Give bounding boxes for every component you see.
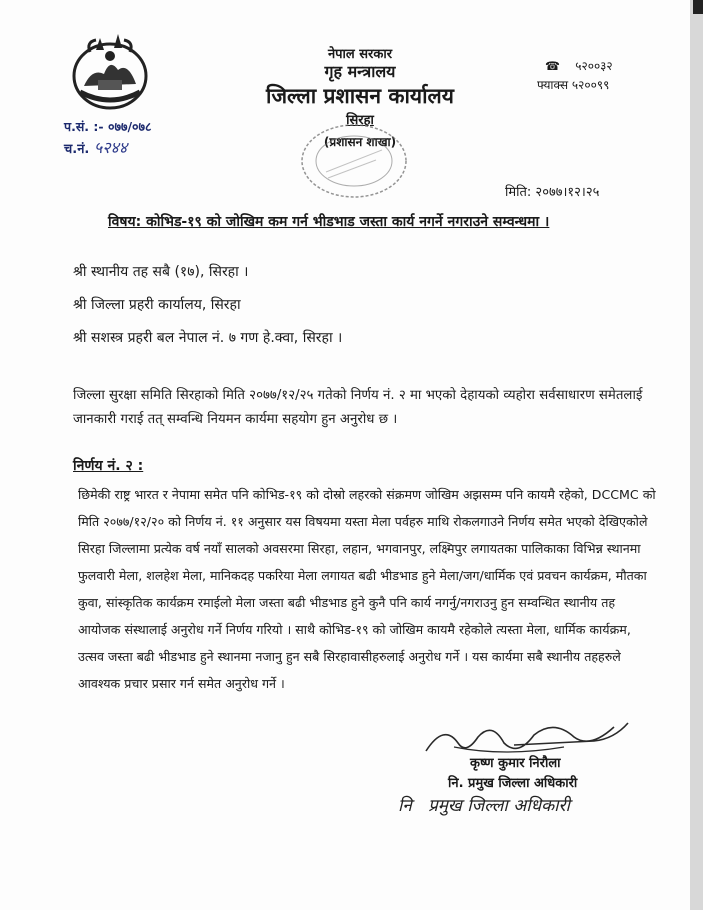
decision-body: छिमेकी राष्ट्र भारत र नेपामा समेत पनि कोभिड-१९ को दोस्रो लहरको संक्रमण जोखिम अझसम्म पनि कायमै रहेको, DCCMC को मिति २०७७/१२/२० को निर्णय नं. ११ अनुसार यस विषयमा यस्ता मेला पर्वहरु माथि रोकलगाउने निर्णय समेत भएको देखिएकोले सिरहा जिल्लामा प्रत्येक वर्ष नयाँ सालको अवसरमा सिरहा, लहान, भगवानपुर, लक्ष्मिपुर लगायतका पालिकाका विभिन्न स्थानमा फुलवारी मेला, शलहेश मेला, मानिकदह पकरिया मेला लगायत बढी भीडभाड हुने मेला/जग/धार्मिक एवं प्रवचन कार्यक्रम, मौतका कुवा, सांस्कृतिक कार्यक्रम रमाईलो मेला जस्ता बढी भीडभाड हुने कुनै पनि कार्य नगर्नु/नगराउनु हुन सम्वन्धित स्थानीय तह आयोजक संस्थालाई अनुरोध गर्ने निर्णय गरियो । साथै कोभिड-१९ को जोखिम कायमै रहेकोले त्यस्ता मेला, धार्मिक कार्यक्रम, उत्सव जस्ता बढी भीडभाड हुने स्थानमा नजानु हुन सबै सिरहावासीहरुलाई अनुरोध गर्ने । यस कार्यमा सबै स्थानीय तहहरुले आवश्यक प्रचार प्रसार गर्न समेत अनुरोध गर्ने । (78, 487, 656, 691)
phone-icon: ☎ (545, 59, 560, 73)
office-section: (प्रशासन शाखा) (323, 135, 397, 149)
decision-heading: निर्णय नं. २ : (73, 458, 144, 474)
dispatch-value: ५२४४ (93, 138, 128, 157)
dispatch-label: च.नं. (64, 142, 90, 157)
phone-value: ५२००३२ (575, 59, 613, 73)
fax-number: फ्याक्स ५२००९९ (537, 78, 610, 92)
government-name: नेपाल सरकार (327, 47, 393, 62)
page-edge (690, 0, 703, 910)
office-name: जिल्ला प्रशासन कार्यालय (266, 84, 454, 108)
addressee-armed-police: श्री सशस्त्र प्रहरी बल नेपाल नं. ७ गण हे.क्वा, सिरहा । (73, 330, 343, 346)
office-stamp-icon (296, 120, 412, 202)
ministry-name: गृह मन्त्रालय (324, 62, 396, 81)
signatory-designation: नि. प्रमुख जिल्ला अधिकारी (448, 776, 578, 791)
letter-subject: विषय: कोभिड-१९ को जोखिम कम गर्न भीडभाड जस्ता कार्य नगर्ने नगराउने सम्वन्धमा । (108, 214, 550, 230)
dispatch-number (64, 136, 127, 158)
phone-number (545, 57, 613, 74)
handwritten-prefix: नि (398, 796, 412, 816)
reference-number: प.सं. :- ०७७/०७८ (64, 119, 152, 134)
nepal-emblem-icon (70, 28, 150, 112)
signatory-name: कृष्ण कुमार निरौला (470, 756, 561, 771)
letter-date: मिति: २०७७।१२।२५ (505, 185, 600, 200)
handwritten-title: प्रमुख जिल्ला अधिकारी (428, 796, 570, 816)
addressee-local-levels: श्री स्थानीय तह सबै (१७), सिरहा । (73, 264, 249, 280)
signatory-handwritten-title (398, 793, 570, 816)
intro-paragraph: जिल्ला सुरक्षा समिति सिरहाको मिति २०७७/१२/२५ गतेको निर्णय नं. २ मा भएको देहायको व्यहोरा सर्वसाधारण समेतलाई जानकारी गराई तत् सम्वन्धि नियमन कार्यमा सहयोग हुन अनुरोध छ । (73, 388, 643, 427)
office-location: सिरहा (346, 113, 374, 128)
addressee-district-police: श्री जिल्ला प्रहरी कार्यालय, सिरहा (73, 297, 241, 313)
